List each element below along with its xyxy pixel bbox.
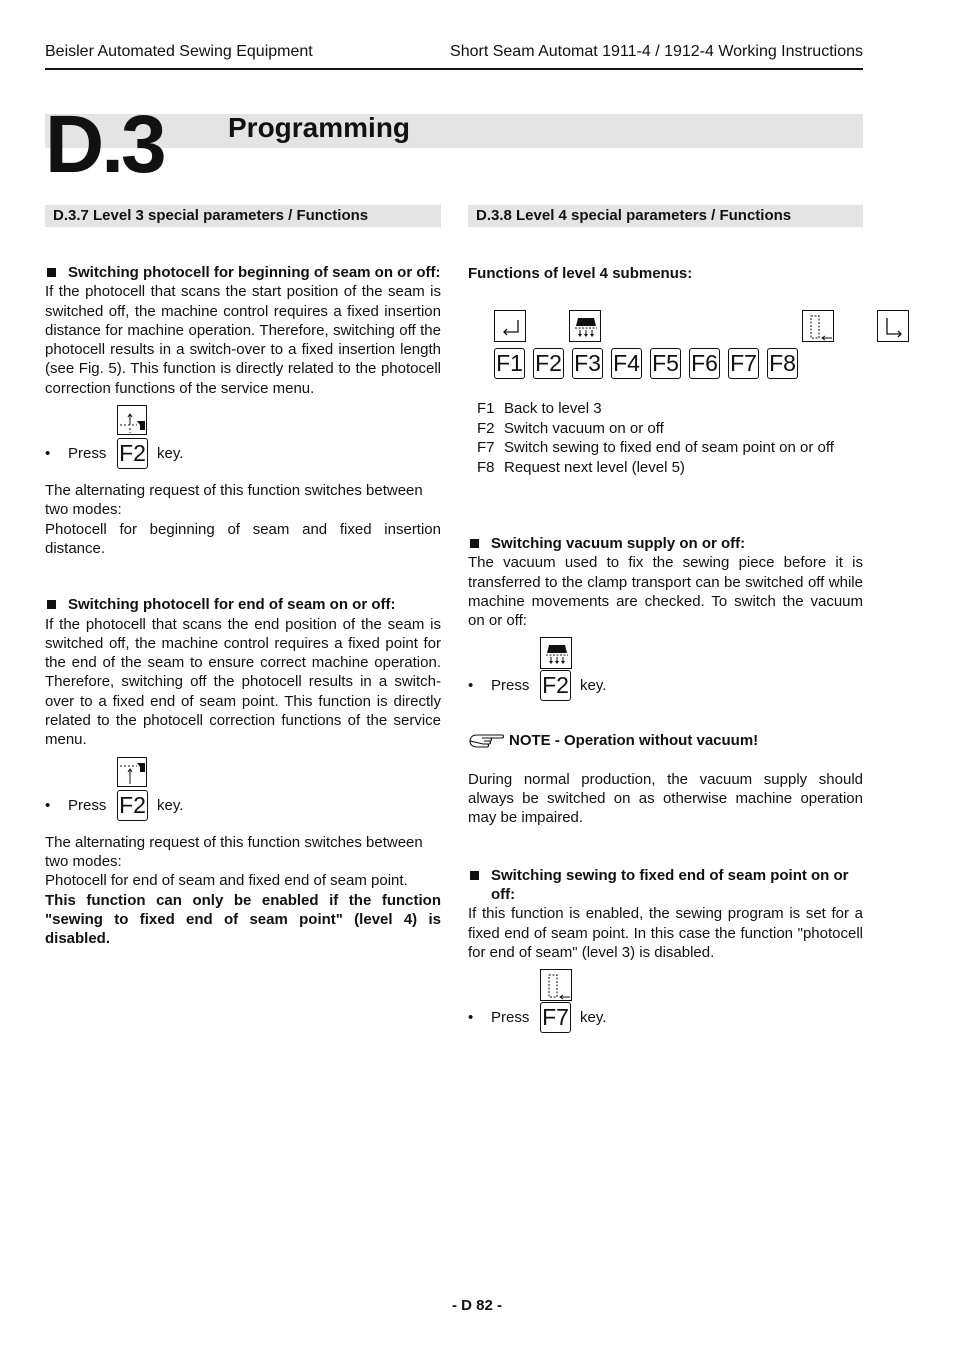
list-item: F8 Request next level (level 5) bbox=[477, 458, 685, 476]
function-list bbox=[477, 399, 834, 477]
f5-key[interactable]: F5 bbox=[650, 348, 681, 379]
vacuum-icon bbox=[540, 637, 572, 669]
press-instruction: • Press F7 key. bbox=[468, 1001, 863, 1035]
square-bullet-icon bbox=[47, 600, 56, 609]
photocell-begin-seam-icon bbox=[117, 405, 147, 435]
section-title-left: D.3.7 Level 3 special parameters / Functions bbox=[45, 205, 441, 227]
f2-key[interactable]: F2 bbox=[117, 438, 148, 469]
paragraph: If this function is enabled, the sewing program is set for a fixed end of seam point. In this case the function "photocell for end of seam" (level 3) is disabled. bbox=[468, 905, 863, 961]
f7-key[interactable]: F7 bbox=[540, 1002, 571, 1033]
f6-key[interactable]: F6 bbox=[689, 348, 720, 379]
press-instruction: • Press F2 key. bbox=[468, 669, 863, 703]
fixed-end-seam-icon bbox=[540, 969, 572, 1001]
square-bullet-icon bbox=[47, 268, 56, 277]
right-column bbox=[468, 534, 863, 1035]
header-right: Short Seam Automat 1911-4 / 1912-4 Working Instructions bbox=[450, 43, 863, 60]
section-title-right: D.3.8 Level 4 special parameters / Functions bbox=[468, 205, 863, 227]
f2-key[interactable]: F2 bbox=[117, 790, 148, 821]
f2-key[interactable]: F2 bbox=[533, 348, 564, 379]
paragraph: During normal production, the vacuum supply should always be switched on as otherwise machine operation may be impaired. bbox=[468, 770, 863, 827]
header-rule bbox=[45, 68, 863, 70]
pointing-hand-icon bbox=[468, 731, 506, 751]
paragraph: The alternating request of this function switches between two modes: bbox=[45, 833, 423, 870]
paragraph: Photocell for beginning of seam and fixed insertion distance. bbox=[45, 520, 441, 557]
square-bullet-icon bbox=[470, 871, 479, 880]
f2-key[interactable]: F2 bbox=[540, 670, 571, 701]
paragraph: If the photocell that scans the end position of the seam is switched off, the machine control requires a fixed point for the end of the seam to ensure correct machine operation. Therefore, switching off the photocell results in a switch-over to a fixed end of seam point. This function is directly related to the photocell correction functions of the service menu. bbox=[45, 615, 441, 749]
photocell-end-seam-icon bbox=[117, 757, 147, 787]
paragraph: If the photocell that scans the start position of the seam is switched off, the machine control requires a fixed insertion distance for machine operation. Therefore, switching off the photocell results in a switch-over to a fixed insertion length (see Fig. 5). This function is directly related to the photocell correction functions of the service menu. bbox=[45, 283, 441, 397]
bullet-heading: Switching vacuum supply on or off: bbox=[468, 534, 863, 553]
function-key-row bbox=[494, 348, 806, 379]
left-column bbox=[45, 263, 441, 948]
return-arrow-icon bbox=[494, 310, 526, 342]
paragraph: The vacuum used to fix the sewing piece before it is transferred to the clamp transport can be switched off while machine movements are checked. To switch the vacuum on or off: bbox=[468, 554, 863, 630]
vacuum-icon bbox=[569, 310, 601, 342]
bullet-heading: Switching photocell for beginning of seam on or off: bbox=[45, 263, 441, 282]
paragraph: Photocell for end of seam and fixed end of seam point. bbox=[45, 872, 408, 890]
list-item: F1 Back to level 3 bbox=[477, 400, 602, 417]
bullet-heading: Switching photocell for end of seam on or off: bbox=[45, 595, 441, 614]
list-item: F7 Switch sewing to fixed end of seam point on or off bbox=[477, 439, 834, 456]
f7-key[interactable]: F7 bbox=[728, 348, 759, 379]
chapter-title: Programming bbox=[228, 112, 411, 143]
press-instruction: • Press F2 key. bbox=[45, 437, 441, 471]
square-bullet-icon bbox=[470, 539, 479, 548]
press-instruction: • Press F2 key. bbox=[45, 789, 441, 823]
f3-key[interactable]: F3 bbox=[572, 348, 603, 379]
next-level-arrow-icon bbox=[877, 310, 909, 342]
paragraph: The alternating request of this function switches between two modes: bbox=[45, 482, 423, 519]
list-item: F2 Switch vacuum on or off bbox=[477, 419, 664, 437]
page-number: - D 82 - bbox=[451, 1297, 502, 1314]
f4-key[interactable]: F4 bbox=[611, 348, 642, 379]
submenu-heading: Functions of level 4 submenus: bbox=[468, 265, 693, 282]
note-heading: NOTE - Operation without vacuum! bbox=[468, 731, 863, 750]
header-left: Beisler Automated Sewing Equipment bbox=[45, 43, 313, 60]
chapter-number: D.3 bbox=[45, 99, 164, 190]
chapter-band bbox=[45, 114, 863, 148]
f8-key[interactable]: F8 bbox=[767, 348, 798, 379]
f1-key[interactable]: F1 bbox=[494, 348, 525, 379]
fixed-end-seam-icon bbox=[802, 310, 834, 342]
bold-paragraph: This function can only be enabled if the function "sewing to fixed end of seam point" (level 4) is disabled. bbox=[45, 891, 441, 948]
bullet-heading: Switching sewing to fixed end of seam point on or off: bbox=[468, 866, 863, 905]
